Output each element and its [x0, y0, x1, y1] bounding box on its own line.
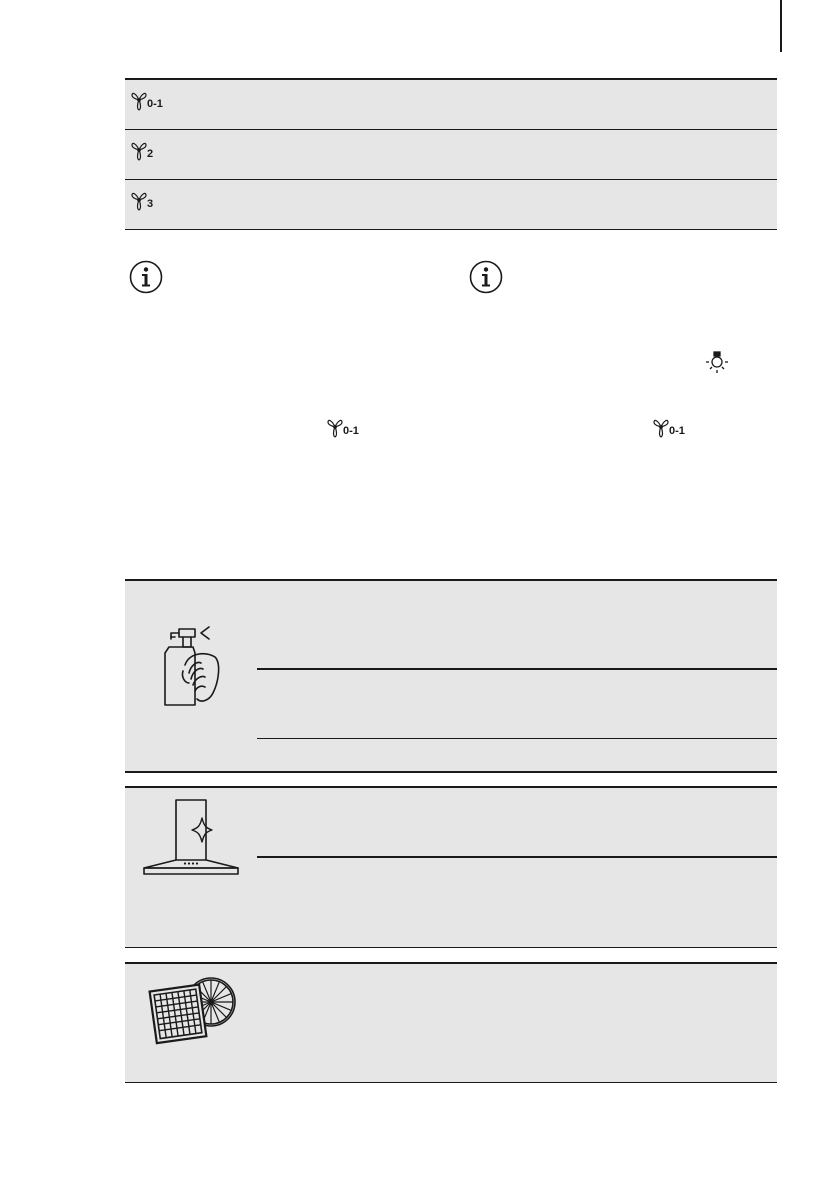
care-section-filters: [125, 962, 777, 1083]
inline-fan-0-1-icon: [327, 416, 359, 438]
page-edge-marker: [780, 0, 782, 52]
info-icon: [469, 260, 503, 294]
spray-bottle-cloth-icon: [161, 625, 225, 707]
care-divider: [257, 668, 777, 670]
fan-icon: [327, 418, 343, 438]
light-bulb-icon: [704, 350, 730, 376]
fan-speed-subscript: 0-1: [343, 425, 359, 437]
fan-speed-subscript: 0-1: [669, 425, 685, 437]
fan-speed-subscript: 3: [147, 198, 154, 210]
fan-speed-subscript: 0-1: [147, 98, 163, 110]
fan-speed-table: [125, 78, 777, 230]
fan-speed-row-2: [125, 129, 777, 179]
care-section-hood-cleaning: [125, 786, 777, 948]
inline-fan-0-1-icon: [653, 416, 685, 438]
fan-speed-row-0-1: [125, 78, 777, 129]
fan-speed-2-icon: [131, 137, 153, 161]
fan-icon: [131, 141, 147, 161]
cooker-hood-shine-icon: [142, 798, 240, 876]
care-section-cleaning-agents: [125, 579, 777, 773]
fan-icon: [131, 91, 147, 111]
care-divider: [257, 856, 777, 858]
care-divider: [257, 738, 777, 739]
fan-speed-0-1-icon: [131, 87, 163, 111]
info-icon: [129, 260, 163, 294]
fan-icon: [653, 418, 669, 438]
grease-and-charcoal-filter-icon: [147, 970, 239, 1048]
fan-icon: [131, 191, 147, 211]
fan-speed-3-icon: [131, 187, 153, 211]
fan-speed-row-3: [125, 179, 777, 230]
fan-speed-subscript: 2: [147, 148, 154, 160]
